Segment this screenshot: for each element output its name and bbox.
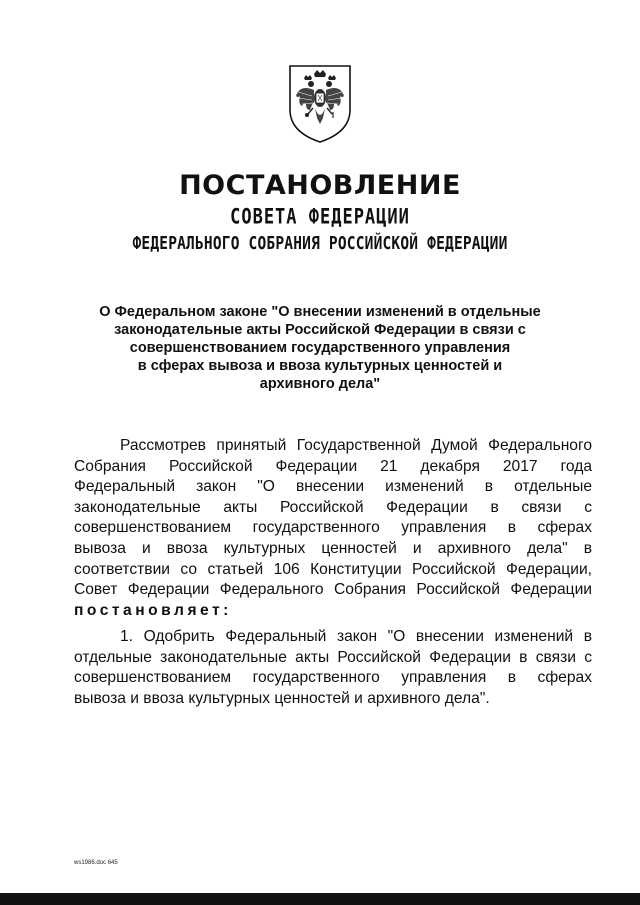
- issuing-body-line1: СОВЕТА ФЕДЕРАЦИИ: [230, 204, 410, 230]
- paragraph-line: 1. Одобрить Федеральный закон "О внесении изменений в: [120, 628, 592, 645]
- paragraph-line: законодательные акты Российской Федерации в связи с: [74, 498, 592, 516]
- document-title: ПОСТАНОВЛЕНИЕ: [179, 170, 461, 201]
- issuing-body-line2: ФЕДЕРАЛЬНОГО СОБРАНИЯ РОССИЙСКОЙ ФЕДЕРАЦИИ: [132, 234, 508, 254]
- paragraph-line: отдельные законодательные акты Российской Федерации в связи с: [74, 648, 592, 666]
- paragraph-line: Совет Федерации Федерального Собрания Российской Федерации: [74, 581, 592, 599]
- subject-line: совершенствованием государственного управления: [129, 340, 511, 356]
- paragraph-line: вывоза и ввоза культурных ценностей и архивного дела" в: [74, 539, 592, 557]
- document-subject: [64, 303, 576, 393]
- subject-line: архивного дела": [259, 376, 381, 392]
- paragraph-line: соответствии со статьей 106 Конституции Российской Федерации,: [74, 560, 592, 578]
- coat-of-arms-emblem: [284, 62, 356, 144]
- preamble-paragraph: [74, 436, 592, 621]
- paragraph-line: Рассмотрев принятый Государственной Думой Федерального: [120, 437, 592, 454]
- subject-line: О Федеральном законе "О внесении изменений в отдельные: [99, 304, 541, 320]
- file-code: ws1986.doc 645: [74, 860, 118, 866]
- paragraph-line: совершенствованием государственного управления в сферах: [74, 519, 592, 537]
- scan-edge-bar: [0, 893, 640, 905]
- paragraph-line: Федеральный закон "О внесении изменений в отдельные: [74, 478, 592, 496]
- paragraph-line: Собрания Российской Федерации 21 декабря 2017 года: [74, 457, 592, 475]
- subject-line: законодательные акты Российской Федерации в связи с: [114, 322, 526, 338]
- resolution-item-1: [74, 627, 592, 709]
- resolves-word: постановляет:: [74, 601, 232, 619]
- paragraph-line: совершенствованием государственного управления в сферах: [74, 669, 592, 687]
- subject-line: в сферах вывоза и ввоза культурных ценностей и: [137, 358, 503, 374]
- paragraph-line: вывоза и ввоза культурных ценностей и архивного дела".: [74, 689, 490, 707]
